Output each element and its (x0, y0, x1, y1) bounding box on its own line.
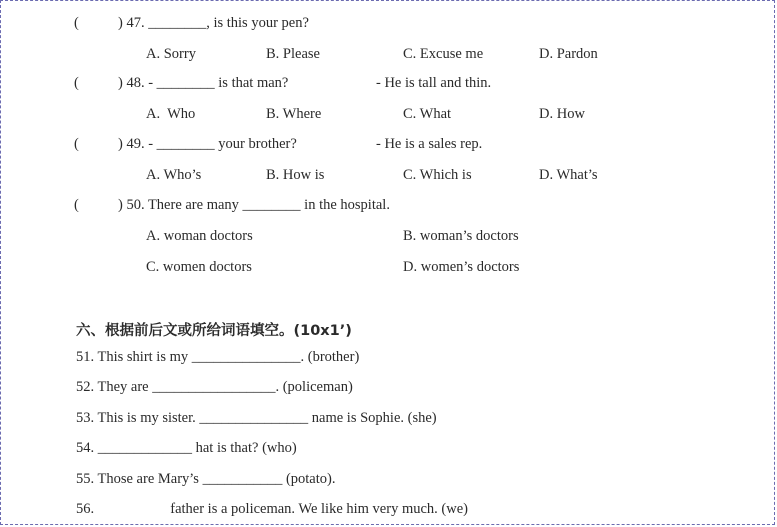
q50-option-a: A. woman doctors (146, 228, 253, 244)
section-title: 六、根据前后文或所给词语填空。(10x1’) (76, 323, 352, 339)
fill-question-54: 54. _____________ hat is that? (who) (76, 440, 297, 456)
fill-question-53: 53. This is my sister. _______________ name is Sophie. (she) (76, 410, 437, 426)
q48-option-b: B. Where (266, 106, 322, 122)
q49-option-c: C. Which is (403, 167, 472, 183)
answer-paren-50: ( (74, 197, 79, 213)
q48-option-d: D. How (539, 106, 585, 122)
q47-option-c: C. Excuse me (403, 46, 484, 62)
q47-option-a: A. Sorry (146, 46, 196, 62)
q50-option-c: C. women doctors (146, 259, 252, 275)
answer-paren-48: ( (74, 75, 79, 91)
answer-paren-49: ( (74, 136, 79, 152)
answer-paren-47: ( (74, 15, 79, 31)
q48-option-c: C. What (403, 106, 452, 122)
q49-option-a: A. Who’s (146, 167, 202, 183)
q50-option-b: B. woman’s doctors (403, 228, 519, 244)
q47-option-d: D. Pardon (539, 46, 598, 62)
question-48-reply: - He is tall and thin. (376, 75, 492, 91)
q49-option-b: B. How is (266, 167, 325, 183)
fill-question-52: 52. They are _________________. (policeman) (76, 379, 353, 395)
question-47-stem: ) 47. ________, is this your pen? (118, 15, 309, 31)
fill-question-56: 56. father is a policeman. We like him very much. (we) (76, 501, 468, 517)
q50-option-d: D. women’s doctors (403, 259, 520, 275)
question-49-reply: - He is a sales rep. (376, 136, 483, 152)
question-50-stem: ) 50. There are many ________ in the hospital. (118, 197, 390, 213)
question-49-stem: ) 49. - ________ your brother? (118, 136, 297, 152)
question-48-stem: ) 48. - ________ is that man? (118, 75, 289, 91)
q47-option-b: B. Please (266, 46, 320, 62)
q49-option-d: D. What’s (539, 167, 598, 183)
fill-question-55: 55. Those are Mary’s ___________ (potato). (76, 471, 336, 487)
q48-option-a: A. Who (146, 106, 196, 122)
fill-question-51: 51. This shirt is my _______________. (brother) (76, 349, 360, 365)
